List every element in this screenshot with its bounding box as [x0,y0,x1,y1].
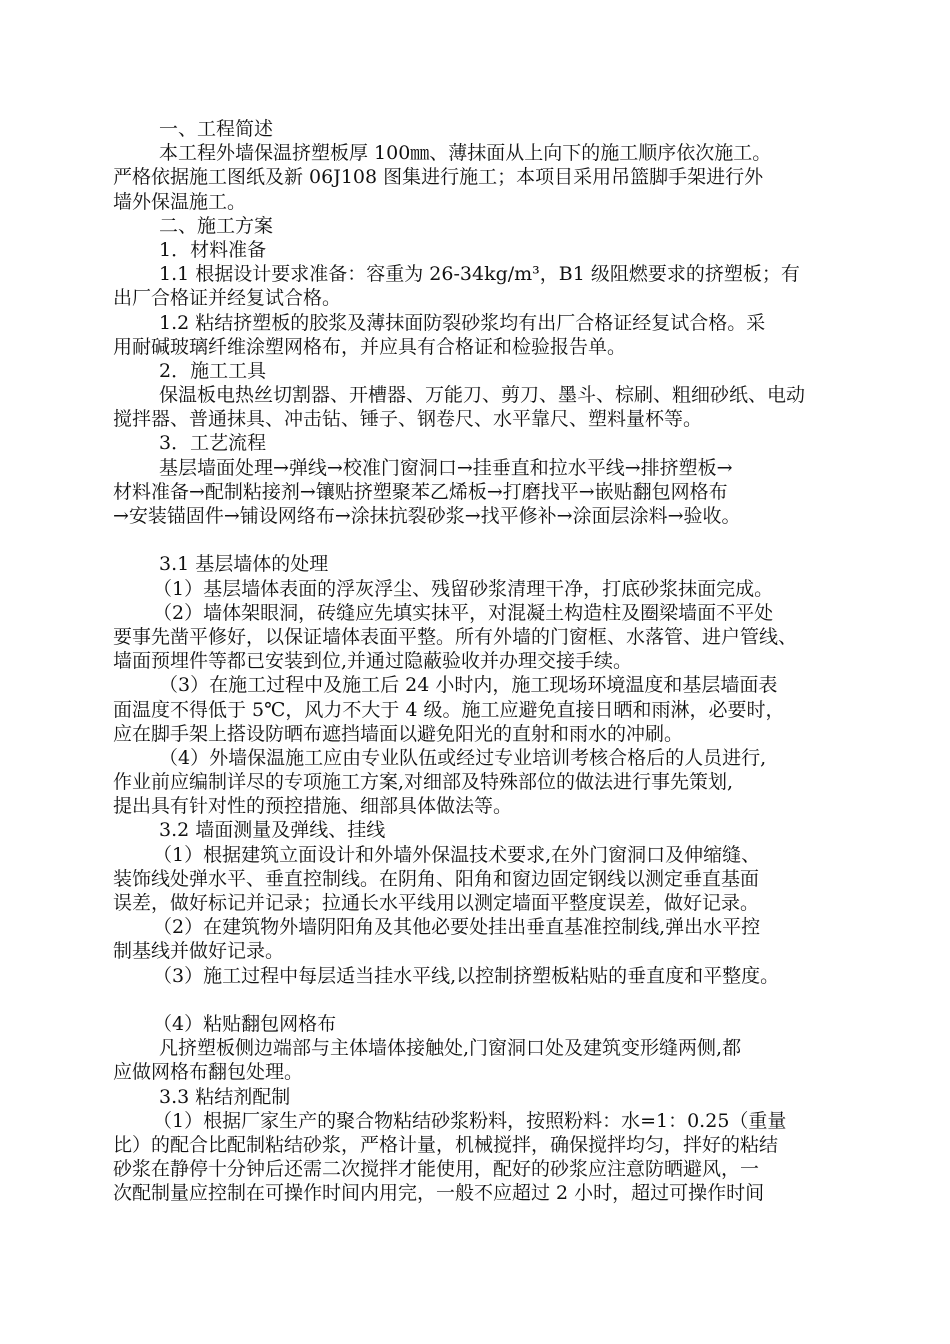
paragraph-line: 保温板电热丝切割器、开槽器、万能刀、剪刀、墨斗、棕刷、粗细砂纸、电动 [159,384,806,407]
paragraph-line: 本工程外墙保温挤塑板厚 100㎜、薄抹面从上向下的施工顺序依次施工。 [159,142,772,165]
blank-line [113,528,873,552]
paragraph-line: （2）在建筑物外墙阴阳角及其他必要处挂出垂直基准控制线,弹出水平控 [153,916,761,939]
subsection-heading-measurement: 3.2 墙面测量及弹线、挂线 [159,819,386,842]
paragraph-line: →安装锚固件→铺设网络布→涂抹抗裂砂浆→找平修补→涂面层涂料→验收。 [113,505,741,527]
subsection-heading-base-wall: 3.1 基层墙体的处理 [159,553,329,576]
section-heading-overview: 一、工程简述 [159,118,274,140]
subsection-heading-process: 3．工艺流程 [159,432,267,455]
section-heading-plan: 二、施工方案 [159,214,274,237]
paragraph-line: 搅拌器、普通抹具、冲击钻、锤子、钢卷尺、水平靠尺、塑料量杯等。 [113,408,703,431]
paragraph-line: 要事先凿平修好，以保证墙体表面平整。所有外墙的门窗框、水落管、进户管线、 [113,625,798,648]
item-heading-mesh-wrap: （4）粘贴翻包网格布 [153,1012,337,1035]
paragraph-line: 装饰线处弹水平、垂直控制线。在阴角、阳角和窗边固定钢线以测定垂直基面 [113,867,760,890]
paragraph-line: （1）基层墙体表面的浮灰浮尘、残留砂浆清理干净，打底砂浆抹面完成。 [153,577,774,600]
paragraph-line: （1）根据建筑立面设计和外墙外保温技术要求,在外门窗洞口及伸缩缝、 [153,843,761,866]
paragraph-line: 提出具有针对性的预控措施、细部具体做法等。 [113,795,513,818]
paragraph-line: 作业前应编制详尽的专项施工方案,对细部及特殊部位的做法进行事先策划, [113,771,734,794]
paragraph-line: 1.1 根据设计要求准备：容重为 26-34kg/m³，B1 级阻燃要求的挤塑板；有 [159,263,800,286]
paragraph-line: 面温度不得低于 5℃，风力不大于 4 级。施工应避免直接日晒和雨淋，必要时， [113,698,785,721]
paragraph-line: 比）的配合比配制粘结砂浆，严格计量，机械搅拌，确保搅拌均匀，拌好的粘结 [113,1133,779,1156]
subsection-heading-materials: 1．材料准备 [159,238,267,261]
subsection-heading-adhesive: 3.3 粘结剂配制 [159,1085,291,1108]
paragraph-line: （3）在施工过程中及施工后 24 小时内，施工现场环境温度和基层墙面表 [159,674,778,697]
paragraph-line: 出厂合格证并经复试合格。 [113,287,342,310]
paragraph-line: （4）外墙保温施工应由专业队伍或经过专业培训考核合格后的人员进行, [159,746,767,769]
blank-line [113,988,873,1012]
paragraph-line: 应在脚手架上搭设防晒布遮挡墙面以避免阳光的直射和雨水的冲刷。 [113,722,684,745]
paragraph-line: 砂浆在静停十分钟后还需二次搅拌才能使用，配好的砂浆应注意防晒避风，一 [113,1158,760,1181]
paragraph-line: （2）墙体架眼洞，砖缝应先填实抹平，对混凝土构造柱及圈梁墙面不平处 [153,601,774,624]
paragraph-line: （1）根据厂家生产的聚合物粘结砂浆粉料，按照粉料：水=1：0.25（重量 [153,1109,787,1132]
paragraph-line: 次配制量应控制在可操作时间内用完，一般不应超过 2 小时，超过可操作时间 [113,1182,765,1205]
subsection-heading-tools: 2．施工工具 [159,359,267,382]
paragraph-line: 墙外保温施工。 [113,190,247,213]
paragraph-line: 材料准备→配制粘接剂→镶贴挤塑聚苯乙烯板→打磨找平→嵌贴翻包网格布 [113,480,728,503]
paragraph-line: 制基线并做好记录。 [113,940,285,963]
paragraph-line: 墙面预埋件等都已安装到位,并通过隐蔽验收并办理交接手续。 [113,650,633,673]
paragraph-line: 应做网格布翻包处理。 [113,1061,304,1084]
paragraph-line: 1.2 粘结挤塑板的胶浆及薄抹面防裂砂浆均有出厂合格证经复试合格。采 [159,311,766,334]
paragraph-line: 凡挤塑板侧边端部与主体墙体接触处,门窗洞口处及建筑变形缝两侧,都 [159,1037,742,1060]
paragraph-line: 基层墙面处理→弹线→校准门窗洞口→挂垂直和拉水平线→排挤塑板→ [159,456,733,479]
paragraph-line: （3）施工过程中每层适当挂水平线,以控制挤塑板粘贴的垂直度和平整度。 [153,964,780,987]
document-page [113,117,873,1205]
paragraph-line: 误差，做好标记并记录；拉通长水平线用以测定墙面平整度误差，做好记录。 [113,892,760,914]
paragraph-line: 严格依据施工图纸及新 06J108 图集进行施工；本项目采用吊篮脚手架进行外 [113,166,764,189]
paragraph-line: 用耐碱玻璃纤维涂塑网格布，并应具有合格证和检验报告单。 [113,335,627,358]
